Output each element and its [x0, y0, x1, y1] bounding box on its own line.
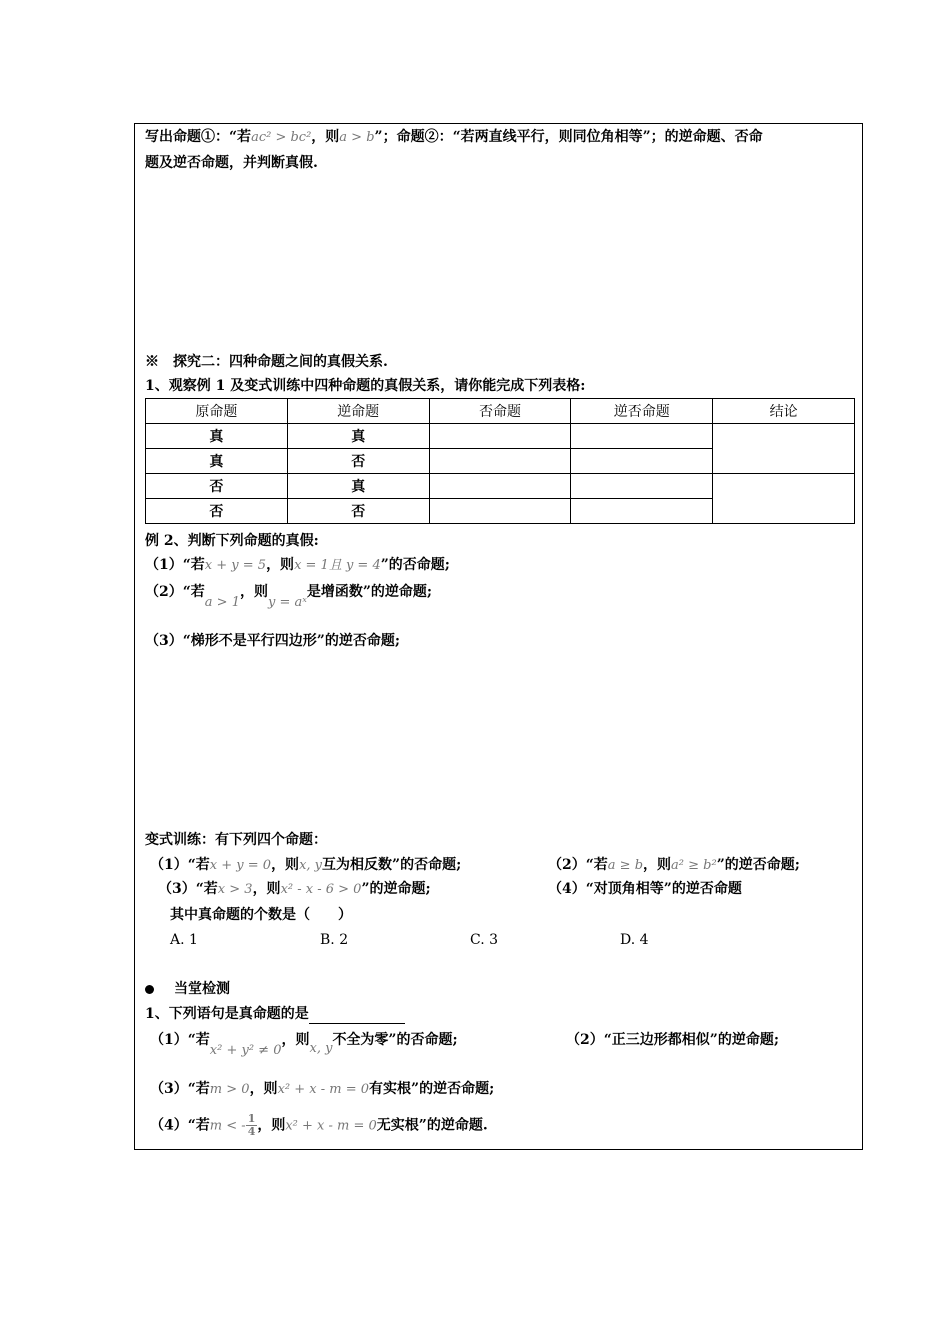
- variant-item-2: （2）“若a ≥ b，则a² ≥ b²”的逆否命题;: [548, 857, 800, 873]
- option-b[interactable]: B. 2: [320, 932, 349, 948]
- section2-heading: ※ 探究二：四种命题之间的真假关系.: [145, 354, 388, 370]
- table-row: [146, 424, 855, 449]
- header-conclusion: 结论: [713, 399, 855, 424]
- variant-title: 变式训练：有下列四个命题：: [145, 832, 327, 848]
- truth-table: [145, 398, 855, 524]
- check-heading: 当堂检测: [145, 979, 230, 999]
- option-d[interactable]: D. 4: [620, 932, 649, 948]
- header-original: 原命题: [146, 399, 288, 424]
- table-cell-empty[interactable]: [429, 424, 571, 449]
- example2-item-3: （3）“梯形不是平行四边形”的逆否命题;: [145, 633, 401, 649]
- table-header-row: [146, 399, 855, 424]
- table-cell-empty[interactable]: [571, 474, 713, 499]
- math-a-gt-b: a > b: [339, 130, 375, 145]
- table-cell-empty[interactable]: [429, 499, 571, 524]
- header-inverse: 否命题: [429, 399, 571, 424]
- fraction-one-quarter: $\frac{1}{4}$: [247, 1112, 256, 1138]
- table-cell: 真: [287, 474, 429, 499]
- conclusion-cell[interactable]: [713, 424, 855, 474]
- table-cell-empty[interactable]: [571, 449, 713, 474]
- check-item-2: （2）“正三边形都相似”的逆命题;: [566, 1032, 780, 1048]
- table-cell: 否: [287, 449, 429, 474]
- variant-item-3: （3）“若x > 3，则x² - x - 6 > 0”的逆命题;: [158, 881, 431, 897]
- table-cell-empty[interactable]: [571, 499, 713, 524]
- header-contrapositive: 逆否命题: [571, 399, 713, 424]
- intro-line-1: 写出命题①：“若ac² > bc²，则a > b”；命题②：“若两直线平行，则同位角相等”；的逆命题、否命: [145, 129, 763, 145]
- answer-blank[interactable]: [309, 1009, 405, 1024]
- table-cell: 否: [146, 499, 288, 524]
- variant-item-1: （1）“若x + y = 0，则x, y互为相反数”的否命题;: [150, 857, 462, 873]
- table-cell: 否: [146, 474, 288, 499]
- variant-question: 其中真命题的个数是（ ）: [170, 907, 352, 923]
- check-item-1: （1）“若x² + y² ≠ 0，则x, y不全为零”的否命题;: [150, 1032, 458, 1058]
- intro-line-2: 题及逆否命题，并判断真假.: [145, 155, 318, 171]
- option-a[interactable]: A. 1: [170, 932, 198, 948]
- example2-title: 例 2、判断下列命题的真假:: [145, 533, 319, 549]
- math-ac2-gt-bc2: ac² > bc²: [251, 130, 312, 145]
- check-item-4: （4）“若m < - $\frac{1}{4}$ ，则x² + x - m = 0无实根”的逆命题.: [150, 1112, 488, 1138]
- header-converse: 逆命题: [287, 399, 429, 424]
- variant-item-4: （4）“对顶角相等”的逆否命题: [548, 881, 742, 897]
- table-cell-empty[interactable]: [429, 449, 571, 474]
- table-row: [146, 474, 855, 499]
- conclusion-cell[interactable]: [713, 474, 855, 524]
- check-item-3: （3）“若m > 0，则x² + x - m = 0有实根”的逆否命题;: [150, 1081, 495, 1097]
- table-cell: 否: [287, 499, 429, 524]
- table-cell-empty[interactable]: [571, 424, 713, 449]
- table-cell-empty[interactable]: [429, 474, 571, 499]
- option-c[interactable]: C. 3: [470, 932, 499, 948]
- table-cell: 真: [146, 449, 288, 474]
- table-cell: 真: [146, 424, 288, 449]
- bullet-icon: [145, 985, 154, 994]
- check-question-1: 1、下列语句是真命题的是: [145, 1004, 405, 1024]
- example2-item-2: （2）“若a > 1，则y = aˣ是增函数”的逆命题;: [145, 584, 433, 610]
- table-cell: 真: [287, 424, 429, 449]
- section2-question-1: 1、观察例 1 及变式训练中四种命题的真假关系，请你能完成下列表格:: [145, 378, 586, 394]
- example2-item-1: （1）“若x + y = 5，则x = 1且 y = 4”的否命题;: [145, 557, 450, 573]
